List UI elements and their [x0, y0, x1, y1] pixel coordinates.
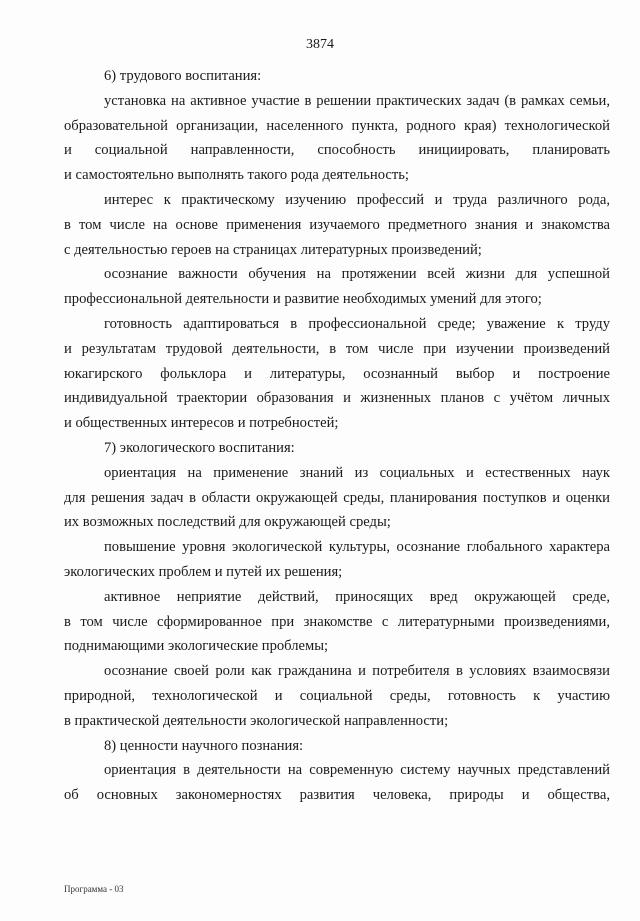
text-line: в том числе сформированное при знакомстве с литературными произведениями, [64, 613, 610, 630]
text-line: в практической деятельности экологической направленности; [64, 712, 449, 729]
text-line: поднимающими экологические проблемы; [64, 638, 329, 655]
text-line: и социальной направленности, способность инициировать, планировать [64, 142, 610, 159]
text-line: природной, технологической и социальной среды, готовность к участию [64, 687, 610, 704]
text-line: индивидуальной траектории образования и жизненных планов с учётом личных [64, 390, 610, 407]
section-heading-science: 8) ценности научного познания: [104, 737, 304, 754]
text-line: осознание своей роли как гражданина и потребителя в условиях взаимосвязи [104, 663, 610, 680]
text-line: с деятельностью героев на страницах литературных произведений; [64, 241, 482, 258]
footer-program-label: Программа - 03 [64, 884, 124, 894]
section-heading-ecology: 7) экологического воспитания: [104, 439, 295, 456]
text-line: и общественных интересов и потребностей; [64, 415, 339, 432]
text-line: профессиональной деятельности и развитие необходимых умений для этого; [64, 291, 542, 308]
text-line: в том числе на основе применения изучаемого предметного знания и знакомства [64, 216, 610, 233]
text-line: повышение уровня экологической культуры, осознание глобального характера [104, 539, 610, 556]
text-line: и самостоятельно выполнять такого рода деятельность; [64, 167, 409, 184]
text-line: образовательной организации, населенного пункта, родного края) технологической [64, 117, 610, 134]
text-line: готовность адаптироваться в профессиональной среде; уважение к труду [104, 315, 610, 332]
text-line: их возможных последствий для окружающей среды; [64, 514, 391, 531]
text-line: об основных закономерностях развития человека, природы и общества, [64, 787, 610, 804]
document-body [64, 64, 610, 808]
text-line: интерес к практическому изучению профессий и труда различного рода, [104, 191, 610, 208]
section-heading-labor: 6) трудового воспитания: [104, 68, 262, 84]
text-line: ориентация в деятельности на современную систему научных представлений [104, 762, 610, 779]
text-line: экологических проблем и путей их решения; [64, 563, 343, 580]
text-line: для решения задач в области окружающей среды, планирования поступков и оценки [64, 489, 610, 506]
page-number: 3874 [306, 37, 334, 52]
text-line: юкагирского фольклора и литературы, осознанный выбор и построение [64, 365, 610, 382]
text-line: осознание важности обучения на протяжении всей жизни для успешной [104, 266, 610, 283]
text-line: активное неприятие действий, приносящих вред окружающей среде, [104, 588, 610, 605]
text-line: и результатам трудовой деятельности, в том числе при изучении произведений [64, 340, 610, 357]
text-line: ориентация на применение знаний из социальных и естественных наук [104, 464, 610, 481]
text-line: установка на активное участие в решении практических задач (в рамках семьи, [104, 92, 610, 109]
